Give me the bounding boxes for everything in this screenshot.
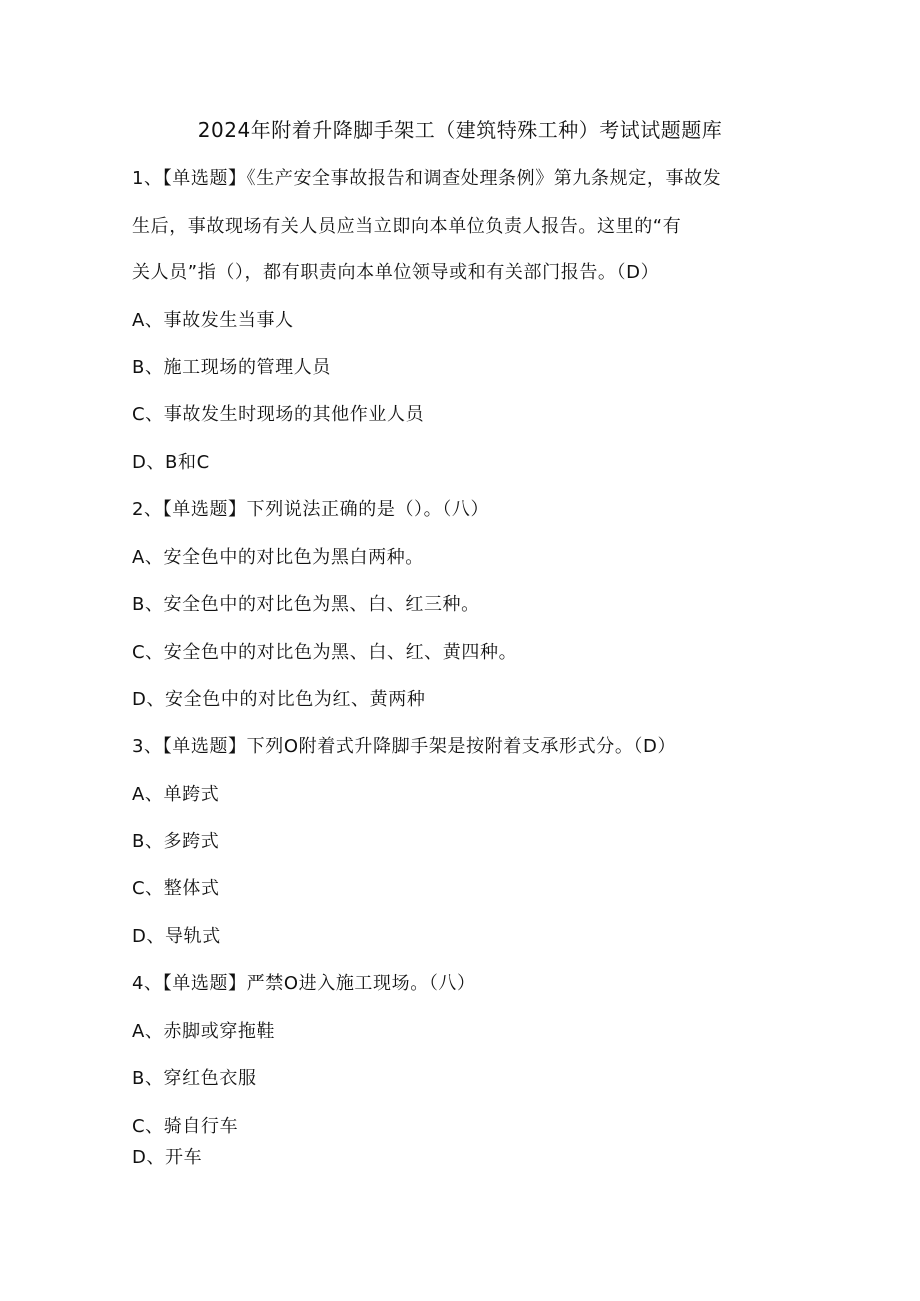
q2-stem: 2、【单选题】下列说法正确的是（）。（八）	[132, 499, 490, 520]
q2-option-a: A、安全色中的对比色为黑白两种。	[132, 547, 424, 568]
q2-option-d: D、安全色中的对比色为红、黄两种	[132, 689, 426, 710]
q1-stem-line-1: 1、【单选题】《生产安全事故报告和调查处理条例》第九条规定，事故发	[132, 168, 722, 189]
q3-option-b: B、多跨式	[132, 831, 220, 852]
q2-option-c: C、安全色中的对比色为黑、白、红、黄四种。	[132, 642, 518, 663]
q4-option-d: D、开车	[132, 1147, 203, 1168]
q3-stem: 3、【单选题】下列O附着式升降脚手架是按附着支承形式分。（D）	[132, 736, 677, 757]
q1-option-d: D、B和C	[132, 452, 210, 473]
q2-option-b: B、安全色中的对比色为黑、白、红三种。	[132, 594, 480, 615]
q3-option-c: C、整体式	[132, 878, 220, 899]
q4-option-b: B、穿红色衣服	[132, 1068, 257, 1089]
q1-option-c: C、事故发生时现场的其他作业人员	[132, 404, 425, 425]
q4-stem: 4、【单选题】严禁O进入施工现场。（八）	[132, 973, 476, 994]
q4-option-a: A、赤脚或穿拖鞋	[132, 1021, 276, 1042]
q1-stem-line-2: 生后，事故现场有关人员应当立即向本单位负责人报告。这里的“有	[132, 216, 682, 237]
q1-option-a: A、事故发生当事人	[132, 310, 294, 331]
q1-option-b: B、施工现场的管理人员	[132, 357, 331, 378]
q3-option-a: A、单跨式	[132, 784, 220, 805]
q3-option-d: D、导轨式	[132, 926, 221, 947]
page-title: 2024年附着升降脚手架工（建筑特殊工种）考试试题题库	[197, 118, 723, 142]
q4-option-c: C、骑自行车	[132, 1116, 239, 1137]
q1-stem-line-3: 关人员”指（），都有职责向本单位领导或和有关部门报告。（D）	[132, 262, 660, 283]
